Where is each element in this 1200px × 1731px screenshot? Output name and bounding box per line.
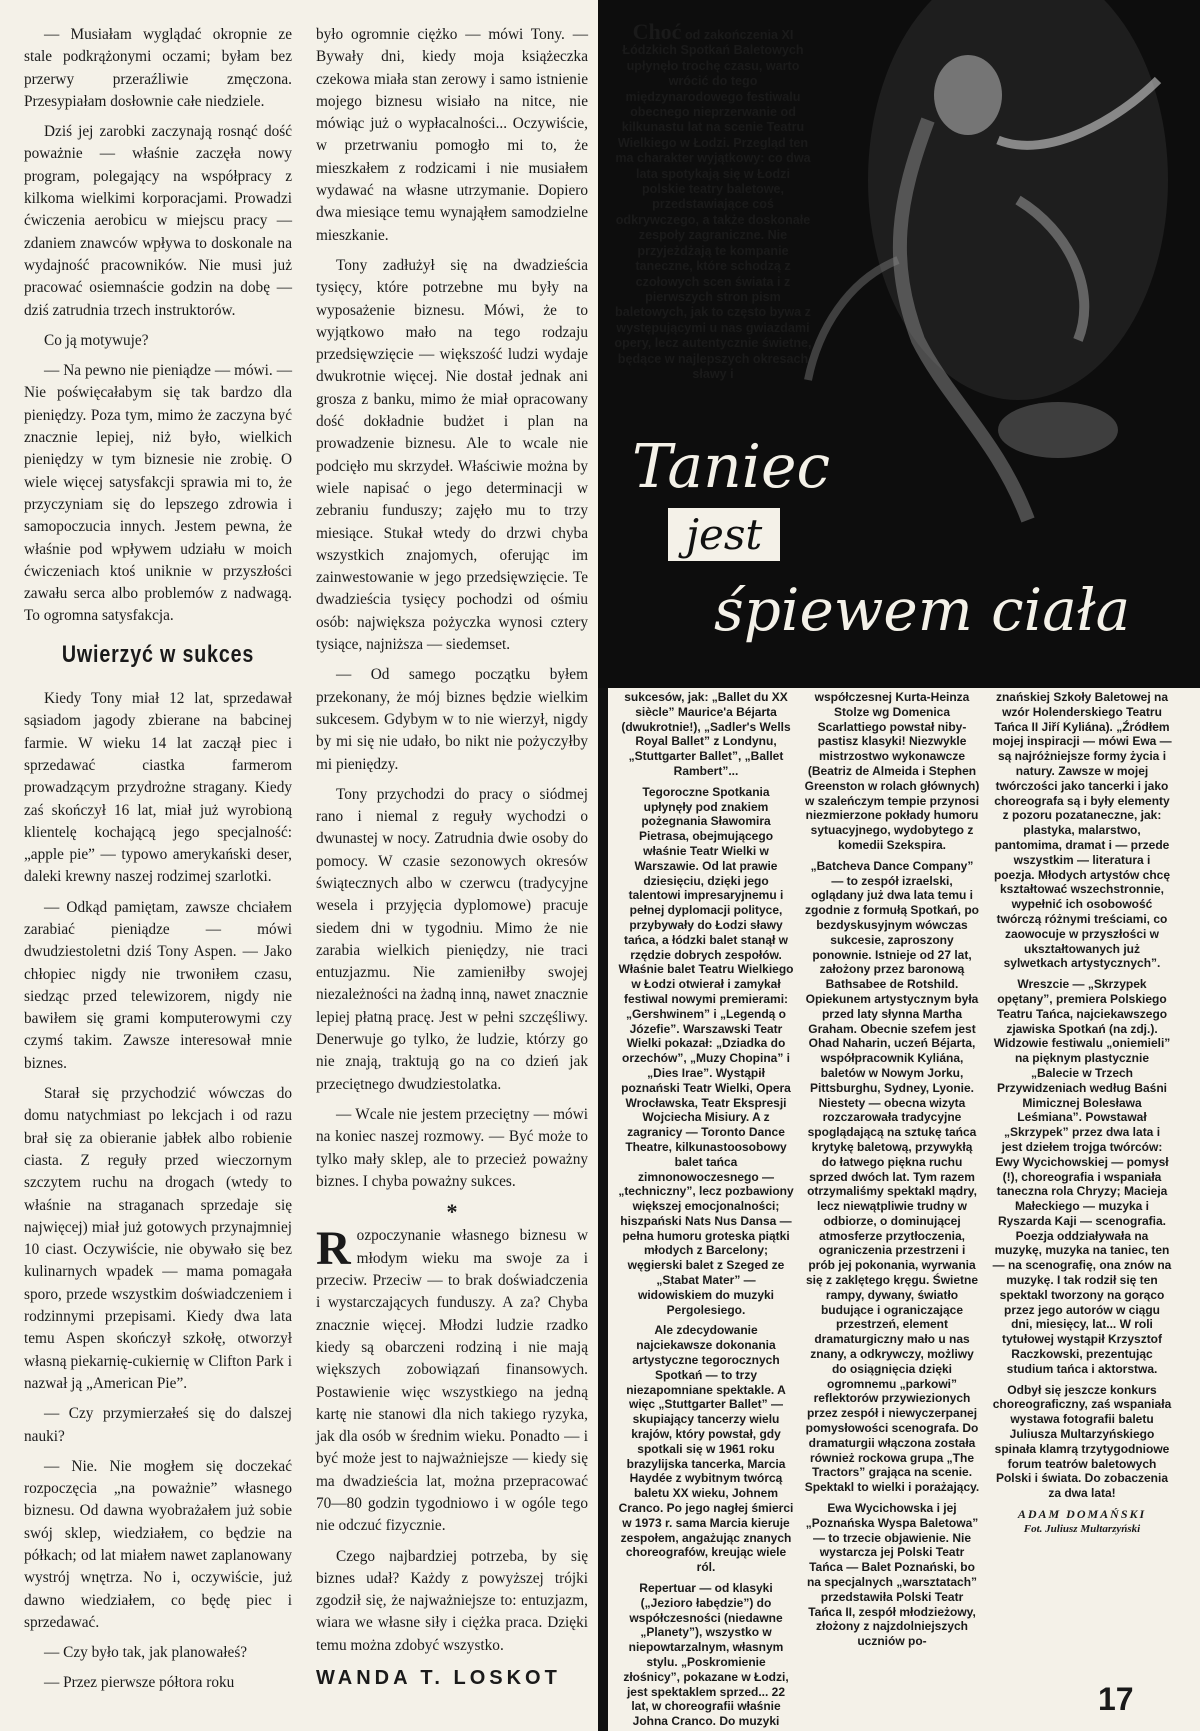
right-article-column-1 <box>618 690 794 1729</box>
page-number: 17 <box>1098 1681 1134 1717</box>
left-article-column-1 <box>24 24 292 1703</box>
right-article-column-3 <box>992 690 1172 1680</box>
paragraph: — Czy przymierzałeś się do dalszej nauki? <box>24 1405 292 1445</box>
paragraph: — Od samego początku byłem przekonany, że mój biznes będzie wielkim sukcesem. Gdybym w to nie wierzył, nigdy by mi się nie udało, bo nikt nie pożyczyłby mi pieniędzy. <box>316 666 588 773</box>
subheading: Uwierzyć w sukces <box>61 640 255 668</box>
paragraph: Co ją motywuje? <box>44 331 149 349</box>
paragraph: Dziś jej zarobki zaczynają rosnąć dość poważnie — właśnie zaczęła nowy program, polegający na współpracy z kilkoma wielkimi korporacjami. Prowadzi ćwiczenia aerobicu w miejscu pracy — zdaniem znawców wpływa to doskonale na wydajność pracowników. Nie musi już pracować osiemnaście godzin na dobę — dziś zatrudnia trzech instruktorów. <box>24 123 292 319</box>
author-signature: ADAM DOMAŃSKI <box>1017 1507 1147 1522</box>
right-article-column-2 <box>804 690 980 1680</box>
paragraph: sukcesów, jak: „Ballet du XX siècle” Maurice'a Béjarta (dwukrotnie!), „Sadler's Wells Royal Ballet” z Londynu, „Stuttgarter Ballet”, „Ballet Rambert”... <box>621 690 791 778</box>
paragraph: Tony zadłużył się na dwadzieścia tysięcy, które potrzebne mu były na wyposażenie biznesu. Mówi, że to wyjątkowo mało na tego rodzaju przedsięwzięcie — większość ludzi wydaje dwukrotnie więcej. Nie dostał jednak ani grosza z banku, mimo że miał opracowany dość dokładnie budżet i plan na prowadzenie biznesu. Ale to wcale nie podcięło mu skrzydeł. Właściwie można by wiele napisać o jego determinacji w zebraniu funduszy; zajęło mu to trzy miesiące. Stukał wtedy do drzwi chyba wszystkich znajomych, oferując im zainwestowanie w jego przedsięwzięcie. Te dwadzieścia tysięcy pochodzi od ośmiu osób: największa pożyczka wynosi cztery tysiące, najniższa — siedemset. <box>316 256 588 654</box>
paragraph: „Batcheva Dance Company” — to zespół izraelski, oglądany już dwa lata temu i zgodnie z formułą Spotkań, po bezdyskusyjnym wówczas sukcesie, zaproszony ponownie. Istnieje od 27 lat, założony przez baronową Bathsabee de Rotshild. Opiekunem artystycznym była przed laty słynna Martha Graham. Obecnie szefem jest Ohad Naharin, uczeń Béjarta, współpracownik Kyliána, baletów w Nowym Jorku, Pittsburghu, Sydney, Lyonie. Niestety — obecna wizyta rozczarowała tradycyjne spoglądającą na sztukę tańca krytykę baletową, przywykłą do łatwego piękna ruchu sprzed dwóch lat. Tym razem otrzymaliśmy spektakl mądry, lecz niewątpliwie trudny w odbiorze, o dominującej atmosferze przytłoczenia, ograniczenia przestrzeni i prób jej pokonania, wyrwania się z zaklętego kręgu. Świetne rampy, dywany, światło budujące i ograniczające przestrzeń, element dramaturgiczny mało u nas znany, a odkrywczy, możliwy do osiągnięcia dzięki ogromnemu „parkowi” reflektorów przywiezionych przez zespół i niewyczerpanej pomysłowości scenografa. Do dramaturgii włączona została również rockowa grupa „The Tractors” grająca na scenie. Spektakl to wielki i porażający. <box>804 858 980 1495</box>
paragraph: współczesnej Kurta-Heinza Stolze wg Domenica Scarlattiego powstał niby-pastisz klasyki! Niezwykle mistrzostwo wykonawcze (Beatriz de Almeida i Stephen Greenston w rolach głównych) w szaleńczym tempie przynosi niezmierzone pokłady humoru sytuacyjnego, wydobytego z komedii Szekspira. <box>804 690 980 852</box>
paragraph: — Na pewno nie pieniądze — mówi. — Nie poświęcałabym się tak bardzo dla pieniędzy. Poza tym, mimo że zaczyna być znacznie lepiej, niż było, wielkich pieniędzy w tym biznesie nie zrobię. O wiele więcej satysfakcji sprawia mi to, że przyczyniam się do lepszego zdrowia i samopoczucia innych. Jestem pewna, że właśnie pod wpływem udziału w moich ćwiczeniach ktoś uniknie w przyszłości zawału serca albo problemów z nadwagą. To ogromna satysfakcja. <box>24 362 292 625</box>
author-byline: WANDA T. LOSKOT <box>316 1667 561 1690</box>
paragraph: Kiedy Tony miał 12 lat, sprzedawał sąsiadom jagody zbierane na babcinej farmie. W wieku 14 lat zaczął piec i sprzedawać ciastka farmerom prowadzącym przydrożne stragany. Kiedy zaś skończył 16 lat, miał już wyrobioną klientelę kochającą jego specjalność: „apple pie” — typowo amerykański deser, daleki krewny naszej rodzimej szarlotki. <box>24 690 292 886</box>
paragraph: — Musiałam wyglądać okropnie ze stale podkrążonymi oczami; byłam bez przerwy przeraźliwie zmęczona. Przesypiałam dosłownie całe niedziele. <box>24 26 292 110</box>
paragraph-text: ozpoczynanie własnego biznesu w młodym wieku ma swoje za i przeciw. Przeciw — to brak doświadczenia i wystarczających funduszy. A za? Chyba znacznie więcej. Młodzi ludzie rzadko kiedy są obarczeni rodziną i nie mają większych zobowiązań finansowych. Postawienie więc wszystkiego na jedną kartę nie stanowi dla nich takiego ryzyka, jak dla osób w średnim wieku. Ponadto — i być może jest to najważniejsze — kiedy się ma dwadzieścia lat, można przepracować 70—80 godzin tygodniowo i w ogóle tego nie odczuć fizycznie. <box>316 1227 588 1535</box>
paragraph: Ewa Wycichowska i jej „Poznańska Wyspa Baletowa” — to trzecie objawienie. Nie wystarcza jej Polski Teatr Tańca — Balet Poznański, bo na specjalnych „warsztatach” przedstawiła Polski Teatr Tańca II, zespół młodzieżowy, złożony z najzdolniejszych uczniów po- <box>805 1501 979 1649</box>
paragraph: Starał się przychodzić wówczas do domu natychmiast po lekcjach i od razu brał się za obieranie jabłek albo robienie ciasta. Z reguły przed wieczornym szczytem ruchu na drogach (wtedy to właśnie na straganach sprzedaje się najwięcej) miał już gotowych przynajmniej 10 ciast. Oczywiście, nie obywało się bez kulinarnych wpadek — mama pomagała sporo, przede wszystkim doświadczeniem i rodzinnymi przepisami. Kiedy dwa lata temu Aspen skończył szkołę, otworzył własną piekarnię-cukiernię w Clifton Park i nazwał ją „American Pie”. <box>24 1085 292 1392</box>
right-article-lead <box>614 19 812 396</box>
paragraph: Odbył się jeszcze konkurs choreograficzny, zaś wspaniała wystawa fotografii baletu Juliusza Multarzyńskiego spinała klamrą trzytygodniowe forum teatrów baletowych Polski i świata. Do zobaczenia za dwa lata! <box>992 1382 1172 1501</box>
article-title-line-2: jest <box>668 508 780 561</box>
paragraph-with-dropcap <box>316 1222 588 1537</box>
paragraph: — Nie. Nie mogłem się doczekać rozpoczęcia „na poważnie” własnego biznesu. Od dawna wyobrażałem już sobie swój sklep, wiedziałem, co będzie na półkach; od lat miałem nawet zaplanowany wystrój wnętrza. No i, oczywiście, już dawno wiedziałem, co będę piec i sprzedawać. <box>24 1457 292 1631</box>
lead-text: od zakończenia XI Łódzkich Spotkań Baletowych upłynęło trochę czasu, warto wrócić do tego międzynarodowego festiwalu obecnego nieprzerwanie od kilkunastu lat na scenie Teatru Wielkiego w Łodzi. Przegląd ten ma charakter wyjątkowy: co dwa lata spotykają się w Łodzi polskie teatry baletowe, przedstawiające coś odkrywczego, a także doskonałe zespoły zagraniczne. Nie przyjeżdżają te kompanie taneczne, które schodzą z czołowych scen świata i z pierwszych stron pism baletowych, jak to często bywa z występującymi u nas gwiazdami opery, lecz autentycznie świetne, będące w najlepszych okresach sławy i <box>614 28 812 381</box>
paragraph: Czego najbardziej potrzeba, by się biznes udał? Każdy z powyższej trójki zgodził się, że najważniejsze to: entuzjazm, wiara we własne siły i ciężka praca. Dzięki temu można zdobyć wszystko. <box>316 1547 588 1654</box>
photo-credit: Fot. Juliusz Multarzyński <box>1023 1522 1141 1535</box>
paragraph: Ale zdecydowanie najciekawsze dokonania artystyczne tegorocznych Spotkań — to trzy niezapomniane spektakle. A więc „Stuttgarter Ballet” — skupiający tancerzy wielu krajów, który powstał, gdy spotkali się w 1961 roku brazylijska tancerka, Marcia Haydée z wybitnym twórcą baletu XX wieku, Johnem Cranco. Po jego nagłej śmierci w 1973 r. sama Marcia kieruje zespołem, angażując znanych choreografów, kreując wiele ról. <box>618 1323 794 1575</box>
paragraph: Wreszcie — „Skrzypek opętany”, premiera Polskiego Teatru Tańca, najciekawszego zjawiska Spotkań (na zdj.). Widzowie festiwalu „oniemieli” na pięknym plastycznie „Balecie w Trzech Przywidzeniach według Baśni Mimicznej Bolesława Leśmiana”. Powstawał „Skrzypek” przez dwa lata i jest dziełem trojga twórców: Ewy Wycichowskiej — pomysł (!), choreografia i wspaniała taneczna rola Chryzy; Macieja Małeckiego — muzyka i Ryszarda Kaji — scenografia. Poezja oddziaływała na muzykę, muzyka na taniec, ten — na scenografię, ona znów na muzykę. I tak rodził się ten spektakl tworzony na gorąco przez jego autorów w ciągu dni, miesięcy, lat... W roli tytułowej wystąpił Krzysztof Raczkowski, prezentując studium tańca i aktorstwa. <box>992 977 1172 1376</box>
lead-word: Choć <box>632 19 682 44</box>
paragraph: — Odkąd pamiętam, zawsze chciałem zarabiać pieniądze — mówi dwudziestoletni dziś Tony Aspen. — Jako chłopiec nigdy nie trwoniłem czasu, siedząc przed telewizorem, nigdy nie bawiłem się grami komputerowymi czy czymś takim. Zawsze interesował mnie biznes. <box>24 898 292 1072</box>
paragraph: Repertuar — od klasyki („Jezioro łabędzie”) do współczesności (niedawne „Planety”), wszystko w niepowtarzalnym, własnym stylu. „Poskromienie złośnicy”, pokazane w Łodzi, jest spektaklem sprzed... 22 lat, w choreografii właśnie Johna Cranco. Do muzyki <box>623 1581 789 1729</box>
drop-cap: R <box>316 1222 351 1276</box>
paragraph: — Czy było tak, jak planowałeś? <box>44 1644 248 1662</box>
paragraph: Tegoroczne Spotkania upłynęły pod znakiem pożegnania Sławomira Pietrasa, obejmującego właśnie Teatr Wielki w Warszawie. Od lat prawie dziesięciu, dzięki jego talentowi impresaryjnemu i pełnej dyplomacji polityce, przybywały do Łodzi sławy tańca, a łódzki balet stanął w rzędzie dobrych zespołów. Właśnie balet Teatru Wielkiego w Łodzi otwierał i zamykał festiwal nowymi premierami: „Gershwinem” i „Legendą o Józefie”. Warszawski Teatr Wielki pokazał: „Dziadka do orzechów”, „Muzy Chopina” i „Dies Irae”. Wystąpił poznański Teatr Wielki, Opera Wrocławska, Teatr Ekspresji Wojciecha Misiury. A z zagranicy — Toronto Dance Theatre, kilkunastoosobowy balet tańca zimnonowoczesnego — „techniczny”, lecz pozbawiony większej emocjonalności; hiszpański Nats Nus Dansa — pełna humoru groteska piątki młodych z Barcelony; węgierski balet z Szeged ze „Stabat Mater” — widowiskiem do muzyki Pergolesiego. <box>618 784 794 1317</box>
section-separator: * <box>446 1199 458 1225</box>
article-title-line-3: śpiewem ciała <box>714 576 1131 644</box>
article-title-line-1: Taniec <box>632 432 831 502</box>
paragraph: — Przez pierwsze półtora roku <box>44 1674 235 1692</box>
left-article-column-2 <box>316 24 588 1689</box>
paragraph: Tony przychodzi do pracy o siódmej rano i niemal z reguły wychodzi o dwunastej w nocy. Zatrudnia dwie osoby do pomocy. W czasie sezonowych okresów świątecznych albo w czerwcu (tradycyjne wesela i przyjęcia dyplomowe) pracuje siedem dni w tygodniu. Mimo że nie zarabia wielkich pieniędzy, nie traci entuzjazmu. Nie zamieniłby swojej niezależności na żadną inną, nawet znacznie lepiej płatną pracę. Jest w pełni szczęśliwy. Denerwuje go tylko, że ludzie, którzy go nie znają, traktują go na co dzień jak przeciętnego dwudziestolatka. <box>316 785 588 1093</box>
paragraph: było ogromnie ciężko — mówi Tony. — Bywały dni, kiedy moja książeczka czekowa miała stan zerowy i samo istnienie mojego biznesu wisiało na nitce, nie mówiąc już o wypłacalności... Oczywiście, w przetrwaniu pomogło mi to, że mieszkałem z rodzicami i nie musiałem wydawać na własne utrzymanie. Dopiero dwa miesiące temu wynająłem samodzielne mieszkanie. <box>316 26 588 244</box>
paragraph: — Wcale nie jestem przeciętny — mówi na koniec naszej rozmowy. — Być może to tylko mały sklep, ale to przecież poważny biznes. I chyba poważny sukces. <box>316 1105 588 1190</box>
paragraph: znańskiej Szkoły Baletowej na wzór Holenderskiego Teatru Tańca II Jiří Kyliána). „Źródłem mojej inspiracji — mówi Ewa — są najróżniejsze formy życia i natury. Zawsze w mojej twórczości jako tancerki i jako choreografa są i były elementy z pozoru pozataneczne, jak: plastyka, malarstwo, pantomima, dramat i — przede wszystkim — literatura i poezja. Młodych artystów chcę kształtować wszechstronnie, wypełnić ich osobowość twórczą różnymi treściami, co zaowocuje w przyszłości w ukształtowanych już sylwetkach artystycznych”. <box>992 690 1172 971</box>
